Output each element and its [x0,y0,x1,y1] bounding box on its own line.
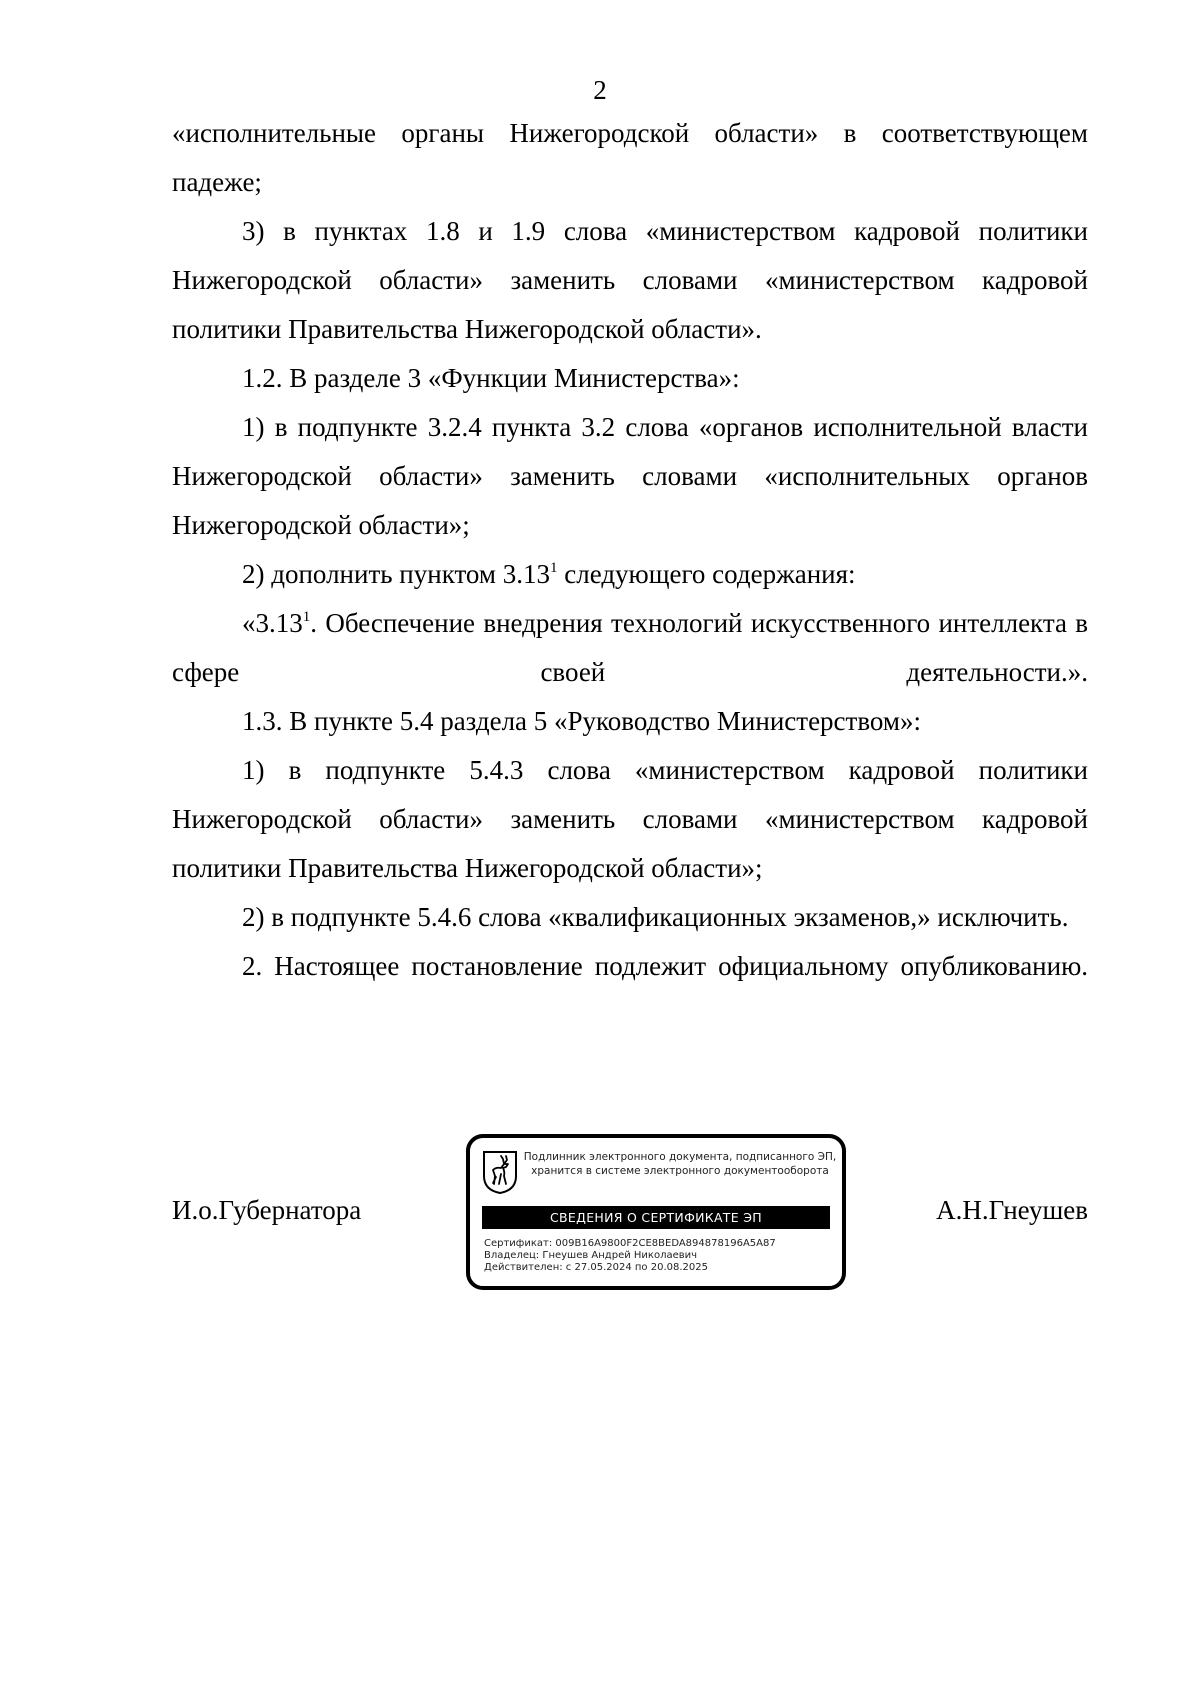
stamp-details [484,1238,836,1274]
paragraph-section-1-2: 1.2. В разделе 3 «Функции Министерства»: [242,363,740,393]
signatory-name: А.Н.Гнеушев [936,1195,1088,1225]
paragraph-section-1-3: 1.3. В пункте 5.4 раздела 5 «Руководство Министерством»: [242,706,921,736]
document-body [172,109,1088,991]
paragraph-subitem-5-4-6: 2) в подпункте 5.4.6 слова «квалификационных экзаменов,» исключить. [242,902,1069,932]
paragraph-text: . Обеспечение внедрения технологий искусственного интеллекта в сфере своей деятельности.». [172,608,1088,687]
certificate-number: Сертификат: 009B16A9800F2CE8BEDA894878196A5A87 [484,1238,776,1249]
deer-coat-of-arms-icon [482,1150,518,1194]
paragraph-subitem-5-4-3: 1) в подпункте 5.4.3 слова «министерством кадровой политики Нижегородской области» заменить словами «министерством кадровой политики Правительства Нижегородской области»; [172,755,1088,883]
certificate-owner: Владелец: Гнеушев Андрей Николаевич [484,1250,698,1261]
paragraph-text: следующего содержания: [557,559,856,589]
paragraph-subitem-2 [172,550,1088,599]
stamp-header [522,1150,838,1178]
paragraph-continuation: «исполнительные органы Нижегородской области» в соответствующем падеже; [172,118,1088,197]
stamp-header-line: Подлинник электронного документа, подписанного ЭП, [523,1151,837,1163]
page-number: 2 [593,75,607,105]
superscript: 1 [549,560,558,576]
stamp-header-line: хранится в системе электронного документооборота [531,1165,829,1177]
certificate-validity: Действителен: с 27.05.2024 по 20.08.2025 [484,1262,708,1273]
superscript: 1 [302,609,311,625]
paragraph-text: 2) дополнить пунктом 3.13 [242,559,550,589]
electronic-signature-stamp [466,1134,846,1290]
paragraph-item-3: 3) в пунктах 1.8 и 1.9 слова «министерством кадровой политики Нижегородской области» заменить словами «министерством кадровой политики Правительства Нижегородской области». [172,216,1088,344]
signatory-position: И.о.Губернатора [172,1195,362,1225]
stamp-title: СВЕДЕНИЯ О СЕРТИФИКАТЕ ЭП [482,1206,830,1229]
paragraph-text: «3.13 [242,608,303,638]
paragraph-subitem-1: 1) в подпункте 3.2.4 пункта 3.2 слова «органов исполнительной власти Нижегородской области» заменить словами «исполнительных органов Нижегородской области»; [172,412,1088,540]
paragraph-new-item-3-13-1 [172,599,1088,697]
paragraph-publication: 2. Настоящее постановление подлежит официальному опубликованию. [242,951,1088,981]
